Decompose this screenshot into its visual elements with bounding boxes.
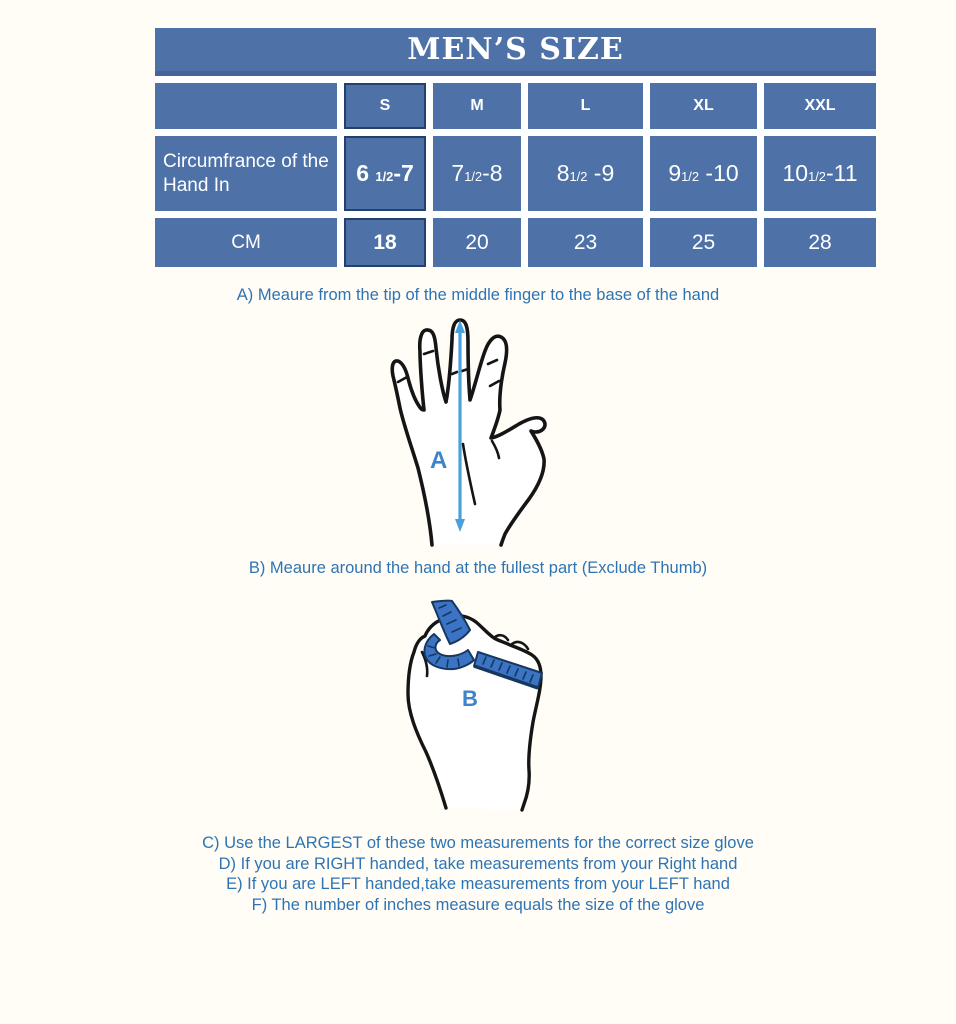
mens-size-table — [155, 28, 876, 267]
header-size-l: L — [528, 83, 643, 129]
note-f: F) The number of inches measure equals the size of the glove — [251, 895, 705, 914]
cm-value-xxl: 28 — [764, 218, 876, 267]
inch-text: 6 1/2-7 — [356, 160, 414, 186]
cm-value-m: 20 — [433, 218, 521, 267]
row-label-cm: CM — [155, 218, 337, 267]
hand-circumference-diagram — [398, 594, 548, 820]
note-c: C) Use the LARGEST of these two measurements for the correct size glove — [202, 834, 754, 852]
inch-value-m — [433, 136, 521, 211]
hand-outline — [392, 320, 545, 545]
inch-text: 81/2 -9 — [556, 160, 615, 186]
inch-text: 71/2-8 — [451, 160, 503, 186]
note-e: E) If you are LEFT handed,take measurements from your LEFT hand — [226, 875, 730, 893]
diagram-a-label: A — [430, 447, 448, 474]
row-label-circumference: Circumfrance of the Hand In — [155, 136, 337, 211]
hand-length-diagram — [362, 314, 562, 548]
inch-value-s — [344, 136, 426, 211]
table-title: MEN’S SIZE — [155, 28, 876, 76]
cm-value-s: 18 — [344, 218, 426, 267]
note-d: D) If you are RIGHT handed, take measurements from your Right hand — [218, 854, 738, 873]
header-size-s: S — [344, 83, 426, 129]
cm-value-l: 23 — [528, 218, 643, 267]
header-blank-cell — [155, 83, 337, 129]
diagram-b-label: B — [462, 686, 478, 711]
header-size-xxl: XXL — [764, 83, 876, 129]
notes-c-f — [0, 833, 956, 915]
inch-text: 101/2-11 — [782, 160, 858, 186]
inch-value-xl — [650, 136, 757, 211]
inch-value-l — [528, 136, 643, 211]
inch-text: 91/2 -10 — [668, 160, 739, 186]
note-b: B) Meaure around the hand at the fullest part (Exclude Thumb) — [248, 559, 708, 577]
cm-value-xl: 25 — [650, 218, 757, 267]
header-size-xl: XL — [650, 83, 757, 129]
header-size-m: M — [433, 83, 521, 129]
inch-value-xxl — [764, 136, 876, 211]
note-a: A) Meaure from the tip of the middle finger to the base of the hand — [236, 286, 720, 304]
